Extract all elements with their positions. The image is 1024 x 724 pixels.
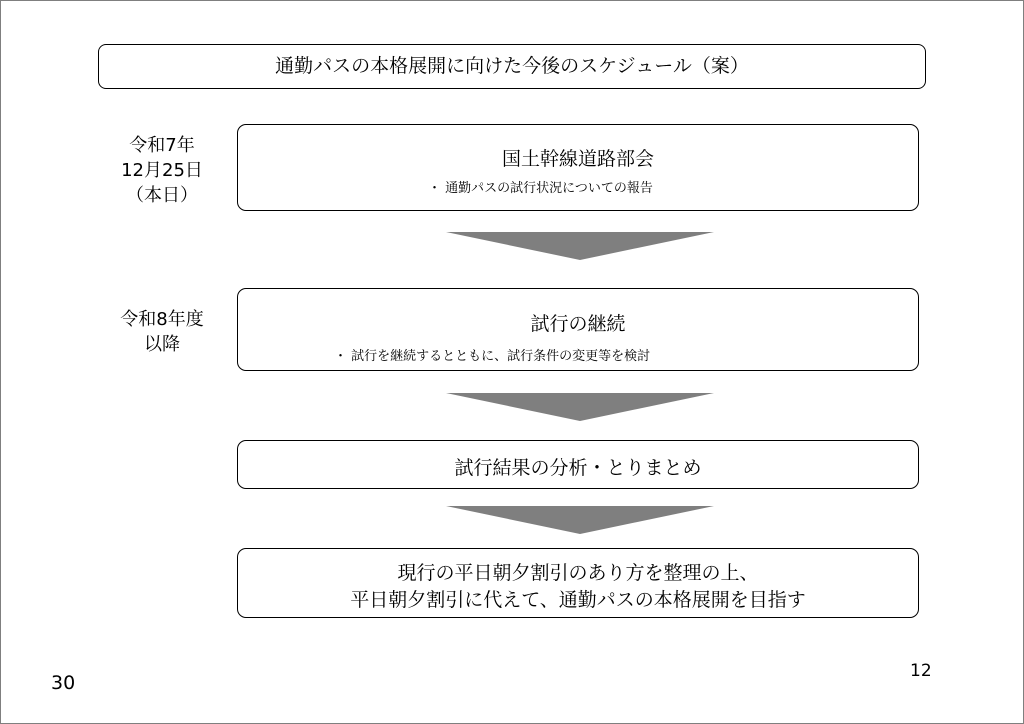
arrow-shape — [446, 232, 714, 260]
step-box-2 — [237, 288, 919, 371]
down-arrow-icon — [446, 232, 714, 260]
down-arrow-icon — [446, 393, 714, 421]
page-number-right: 12 — [910, 661, 932, 681]
arrow-shape — [446, 393, 714, 421]
step-heading: 国土幹線道路部会 — [501, 148, 654, 170]
down-arrow-icon — [446, 506, 714, 534]
page-title: 通勤パスの本格展開に向けた今後のスケジュール（案） — [275, 55, 749, 77]
timeline-date-2 — [98, 307, 226, 357]
date-line: 令和8年度 — [120, 309, 204, 330]
date-line: 12月25日 — [121, 160, 203, 181]
date-line: 令和7年 — [129, 135, 195, 156]
page-number-left: 30 — [51, 672, 76, 694]
title-box — [98, 44, 926, 89]
arrow-shape — [446, 506, 714, 534]
step-heading: 試行の継続 — [530, 313, 626, 335]
step-heading: 試行結果の分析・とりまとめ — [454, 457, 702, 479]
step-box-1 — [237, 124, 919, 211]
step-heading-line: 平日朝夕割引に代えて、通勤パスの本格展開を目指す — [350, 589, 806, 611]
timeline-date-1 — [98, 133, 226, 208]
step-box-3 — [237, 440, 919, 489]
step-note: ・ 試行を継続するとともに、試行条件の変更等を検討 — [334, 349, 651, 364]
date-line: 以降 — [144, 334, 180, 355]
date-line: （本日） — [126, 185, 198, 206]
step-heading-line: 現行の平日朝夕割引のあり方を整理の上、 — [397, 562, 759, 584]
step-box-4 — [237, 548, 919, 618]
step-note: ・ 通勤パスの試行状況についての報告 — [428, 181, 653, 196]
